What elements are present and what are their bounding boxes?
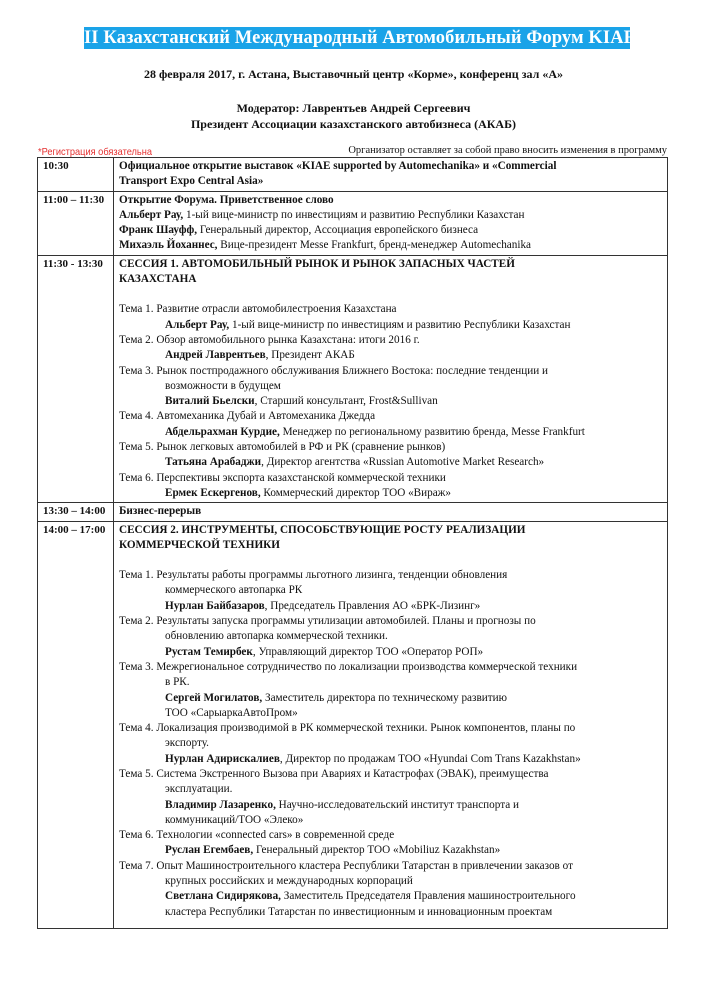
speaker-name: Нурлан Байбазаров xyxy=(165,599,265,612)
speaker-role: 1-ый вице-министр по инвестициям и развитию Республики Казахстан xyxy=(183,208,525,221)
speaker-line xyxy=(119,425,663,440)
speaker-line xyxy=(119,691,663,706)
table-row xyxy=(38,191,668,255)
speaker-line xyxy=(119,752,663,767)
speaker-role: , Председатель Правления АО «БРК-Лизинг» xyxy=(264,599,481,612)
session-heading: КАЗАХСТАНА xyxy=(119,273,197,286)
speaker-role: Коммерческий директор ТОО «Вираж» xyxy=(260,486,452,499)
speaker-name: Михаэль Йоханнес, xyxy=(119,239,218,252)
content-cell xyxy=(114,158,668,192)
topic-title-line: возможности в будущем xyxy=(165,379,281,392)
topic-title-line: Тема 7. Опыт Машиностроительного кластера Республики Татарстан в привлечении заказов от xyxy=(119,859,573,872)
registration-note: *Регистрация обязательна xyxy=(38,146,153,158)
speaker-name: Светлана Сидирякова, xyxy=(165,890,281,903)
speaker-name: Альберт Рау, xyxy=(119,208,184,221)
table-row xyxy=(38,158,668,192)
topic-title-line: обновлению автопарка коммерческой техники. xyxy=(165,630,388,643)
speaker-line xyxy=(119,223,663,238)
speaker-role: Научно-исследовательский институт транспорта и xyxy=(275,798,519,811)
topic-title-line: Тема 6. Перспективы экспорта казахстанской коммерческой техники xyxy=(119,471,446,484)
speaker-line xyxy=(119,889,663,904)
forum-title-banner: II Казахстанский Международный Автомобильный Форум KIAF 2017 xyxy=(84,28,677,48)
speaker-role-continued: кластера Республики Татарстан по инвестиционным и инновационным проектам xyxy=(165,905,553,918)
topic-list xyxy=(119,302,663,501)
speaker-role: , Управляющий директор ТОО «Оператор РОП» xyxy=(252,645,484,658)
topic-title-line: Тема 6. Технологии «connected cars» в современной среде xyxy=(119,829,395,842)
speaker-role: , Директор по продажам ТОО «Hyundai Com Trans Kazakhstan» xyxy=(279,752,581,765)
topic-title-line: Тема 4. Автомеханика Дубай и Автомеханика Джедда xyxy=(119,410,376,423)
speaker-name: Владимир Лазаренко, xyxy=(165,798,276,811)
moderator: Модератор: Лаврентьев Андрей Сергеевич xyxy=(236,101,471,115)
organizer-note: Организатор оставляет за собой право вносить изменения в программу xyxy=(348,145,667,156)
speaker-line xyxy=(119,645,663,660)
topic-title-line: Тема 3. Межрегиональное сотрудничество по локализации производства коммерческой техники xyxy=(119,660,578,673)
speaker-role: Генеральный директор, Ассоциация европейского бизнеса xyxy=(197,224,479,237)
speaker-role: 1-ый вице-министр по инвестициям и развитию Республики Казахстан xyxy=(229,318,571,331)
time-cell: 14:00 – 17:00 xyxy=(38,521,114,928)
session-heading: СЕССИЯ 2. ИНСТРУМЕНТЫ, СПОСОБСТВУЮЩИЕ РОСТУ РЕАЛИЗАЦИИ xyxy=(119,523,526,536)
event-title-line: Официальное открытие выставок «KIAE supported by Automechanika» и «Commercial xyxy=(119,160,557,172)
speaker-name: Андрей Лаврентьев xyxy=(165,349,266,362)
speaker-line xyxy=(119,394,663,409)
speaker-name: Франк Шауфф, xyxy=(119,224,198,237)
topic-title-line: Тема 3. Рынок постпродажного обслуживания Ближнего Востока: последние тенденции и xyxy=(119,364,549,377)
table-row xyxy=(38,521,668,928)
speaker-line xyxy=(119,455,663,470)
speaker-role: Генеральный директор ТОО «Mobiliuz Kazakhstan» xyxy=(253,844,501,857)
program-table xyxy=(37,157,668,929)
topic-title-line: коммерческого автопарка РК xyxy=(165,584,303,597)
speaker-role-continued: ТОО «СарыаркаАвтоПром» xyxy=(165,706,298,719)
speaker-name: Виталий Бьелски xyxy=(165,395,255,408)
speaker-line xyxy=(119,348,663,363)
speaker-line xyxy=(119,843,663,858)
speaker-name: Ермек Ескергенов, xyxy=(165,486,261,499)
speaker-line xyxy=(119,599,663,614)
speaker-role: Заместитель Председателя Правления машиностроительного xyxy=(280,890,576,903)
topic-title-line: экспорту. xyxy=(165,737,209,750)
speaker-role: , Директор агентства «Russian Automotive Market Research» xyxy=(261,456,545,469)
table-row xyxy=(38,503,668,521)
topic-title-line: Тема 2. Результаты запуска программы утилизации автомобилей. Планы и прогнозы по xyxy=(119,615,536,628)
date-venue: 28 февраля 2017, г. Астана, Выставочный центр «Корме», конференц зал «А» xyxy=(143,67,564,81)
break-label: Бизнес-перерыв xyxy=(119,505,202,518)
speaker-line xyxy=(119,208,663,223)
speaker-name: Сергей Могилатов, xyxy=(165,691,263,704)
time-cell: 10:30 xyxy=(38,158,114,192)
content-cell xyxy=(114,191,668,255)
time-cell: 11:30 - 13:30 xyxy=(38,255,114,502)
topic-title-line: Тема 2. Обзор автомобильного рынка Казахстана: итоги 2016 г. xyxy=(119,333,420,346)
topic-list xyxy=(119,568,663,920)
topic-title-line: Тема 5. Система Экстренного Вызова при Авариях и Катастрофах (ЭВАК), преимущества xyxy=(119,767,549,780)
session-heading: СЕССИЯ 1. АВТОМОБИЛЬНЫЙ РЫНОК И РЫНОК ЗАПАСНЫХ ЧАСТЕЙ xyxy=(119,257,515,270)
row-heading: Открытие Форума. Приветственное слово xyxy=(119,193,334,206)
speaker-role-continued: коммуникаций/ТОО «Элеко» xyxy=(165,813,304,826)
session-heading: КОММЕРЧЕСКОЙ ТЕХНИКИ xyxy=(119,538,280,551)
speaker-name: Нурлан Адирискалиев xyxy=(165,752,280,765)
topic-title-line: Тема 1. Результаты работы программы льготного лизинга, тенденции обновления xyxy=(119,569,508,582)
topic-title-line: крупных российских и международных корпораций xyxy=(165,875,413,888)
speaker-line xyxy=(119,486,663,501)
time-cell: 11:00 – 11:30 xyxy=(38,191,114,255)
speaker-line xyxy=(119,238,663,253)
speaker-role: , Президент АКАБ xyxy=(265,349,355,362)
topic-title-line: Тема 1. Развитие отрасли автомобилестроения Казахстана xyxy=(119,303,397,316)
speaker-role: Вице-президент Messe Frankfurt, бренд-менеджер Automechanika xyxy=(217,239,532,252)
speaker-name: Татьяна Арабаджи xyxy=(165,456,262,469)
event-title-line: Transport Expo Central Asia» xyxy=(119,175,264,188)
speaker-role: , Старший консультант, Frost&Sullivan xyxy=(254,395,438,408)
speaker-name: Абдельрахман Курдие, xyxy=(165,425,280,438)
speaker-name: Рустам Темирбек xyxy=(165,645,253,658)
moderator-title: Президент Ассоциации казахстанского автобизнеса (АКАБ) xyxy=(190,117,517,131)
topic-title-line: эксплуатации. xyxy=(165,783,233,796)
table-row xyxy=(38,255,668,502)
content-cell xyxy=(114,255,668,502)
speaker-name: Альберт Рау, xyxy=(165,318,230,331)
speaker-name: Руслан Егембаев, xyxy=(165,844,254,857)
topic-title-line: в РК. xyxy=(165,676,190,689)
content-cell xyxy=(114,521,668,928)
speaker-role: Менеджер по региональному развитию бренда, Messe Frankfurt xyxy=(279,425,585,438)
time-cell: 13:30 – 14:00 xyxy=(38,503,114,521)
speaker-line xyxy=(119,798,663,813)
content-cell xyxy=(114,503,668,521)
speaker-line xyxy=(119,318,663,333)
topic-title-line: Тема 4. Локализация производимой в РК коммерческой техники. Рынок компонентов, планы по xyxy=(119,722,576,735)
speaker-role: Заместитель директора по техническому развитию xyxy=(262,691,507,704)
topic-title-line: Тема 5. Рынок легковых автомобилей в РФ и РК (сравнение рынков) xyxy=(119,441,446,454)
